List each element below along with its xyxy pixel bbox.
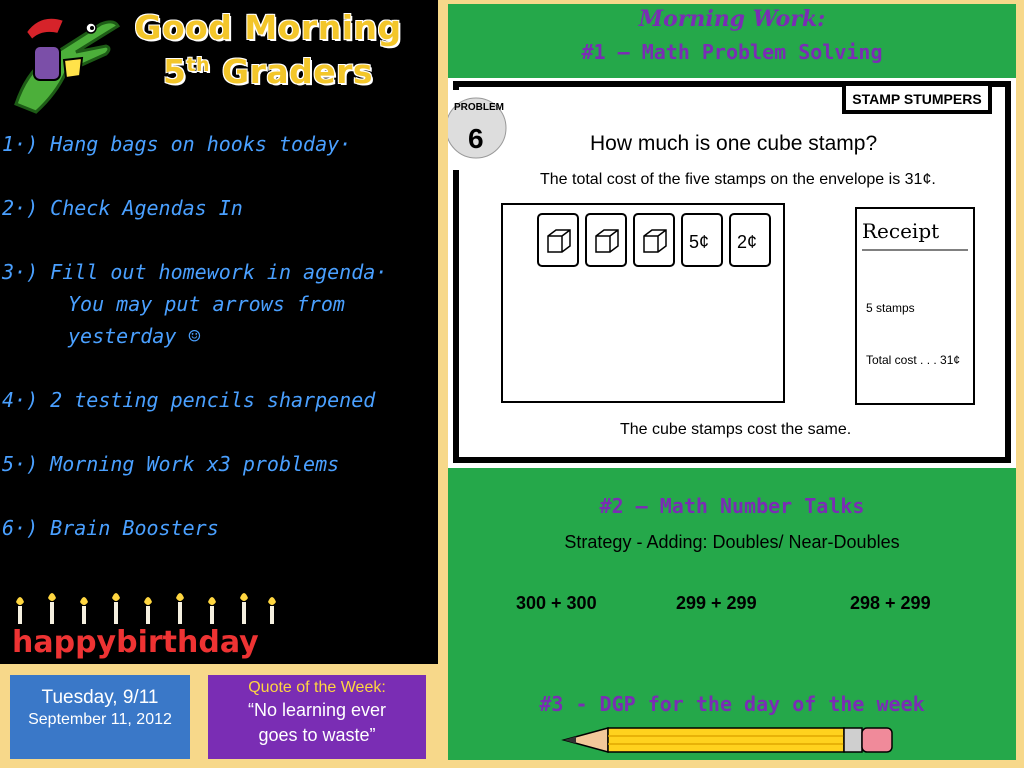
number-talk-problem: 300 + 300 (516, 593, 597, 613)
number-talk-problem: 299 + 299 (676, 593, 757, 613)
birthday-candles-banner (8, 592, 288, 662)
task-text: 6·) Brain Boosters (2, 516, 219, 540)
date-long: September 11, 2012 (28, 711, 172, 728)
birthday-text: happybirthday (12, 625, 259, 660)
stamp-value-5: 5¢ (689, 232, 710, 252)
problem-illustration (448, 78, 1016, 468)
quote-label: Quote of the Week: (248, 679, 386, 696)
task-text-continued: You may put arrows from (68, 292, 345, 316)
receipt-line-stamps: 5 stamps (866, 301, 915, 315)
pencil-icon (560, 720, 900, 760)
title-line1: Good Morning (134, 8, 402, 47)
quote-box (208, 675, 426, 759)
problem-given: The total cost of the five stamps on the envelope is 31¢. (540, 171, 936, 188)
alligator-mascot-icon (6, 4, 124, 120)
task-item (2, 192, 436, 224)
receipt-title: Receipt (862, 219, 940, 243)
page-title (118, 6, 418, 94)
number-talks-strategy: Strategy - Adding: Doubles/ Near-Doubles (564, 532, 900, 552)
title-grade-rest: Graders (210, 52, 374, 91)
task-item (2, 128, 436, 160)
problem-tag-number: 6 (468, 123, 484, 154)
title-grade-number: 5 (162, 52, 187, 91)
problem-footer: The cube stamps cost the same. (620, 421, 852, 438)
task-text: 4·) 2 testing pencils sharpened (2, 388, 376, 412)
dgp-title: #3 - DGP for the day of the week (539, 692, 925, 716)
problem-tag-label: PROBLEM (454, 102, 504, 113)
morning-work-title: Morning Work: (638, 6, 826, 32)
number-talk-problem: 298 + 299 (850, 593, 931, 613)
title-grade-suffix: th (186, 54, 211, 76)
problem-question: How much is one cube stamp? (590, 132, 878, 155)
date-box (10, 675, 190, 759)
date-short: Tuesday, 9/11 (41, 687, 159, 708)
title-line2 (118, 50, 418, 94)
task-item (2, 384, 436, 416)
problem-card (448, 78, 1016, 468)
task-item (2, 256, 436, 352)
task-text-continued: yesterday ☺ (68, 324, 201, 348)
receipt-line-total: Total cost . . . 31¢ (866, 353, 961, 367)
quote-line1: “No learning ever (247, 700, 387, 720)
stamp-stumpers-banner: STAMP STUMPERS (852, 91, 982, 107)
stamp-row (538, 214, 770, 266)
stamp-value-2: 2¢ (737, 232, 758, 252)
task-text: 3·) Fill out homework in agenda· (2, 260, 388, 284)
problem-solving-heading: #1 – Math Problem Solving (581, 40, 883, 64)
task-text: 2·) Check Agendas In (2, 196, 243, 220)
task-item (2, 512, 436, 544)
task-text: 5·) Morning Work x3 problems (2, 452, 340, 476)
quote-line2: goes to waste” (258, 725, 376, 745)
task-text: 1·) Hang bags on hooks today· (2, 132, 352, 156)
task-list (2, 128, 436, 576)
task-item (2, 448, 436, 480)
number-talks-title: #2 – Math Number Talks (599, 494, 865, 518)
